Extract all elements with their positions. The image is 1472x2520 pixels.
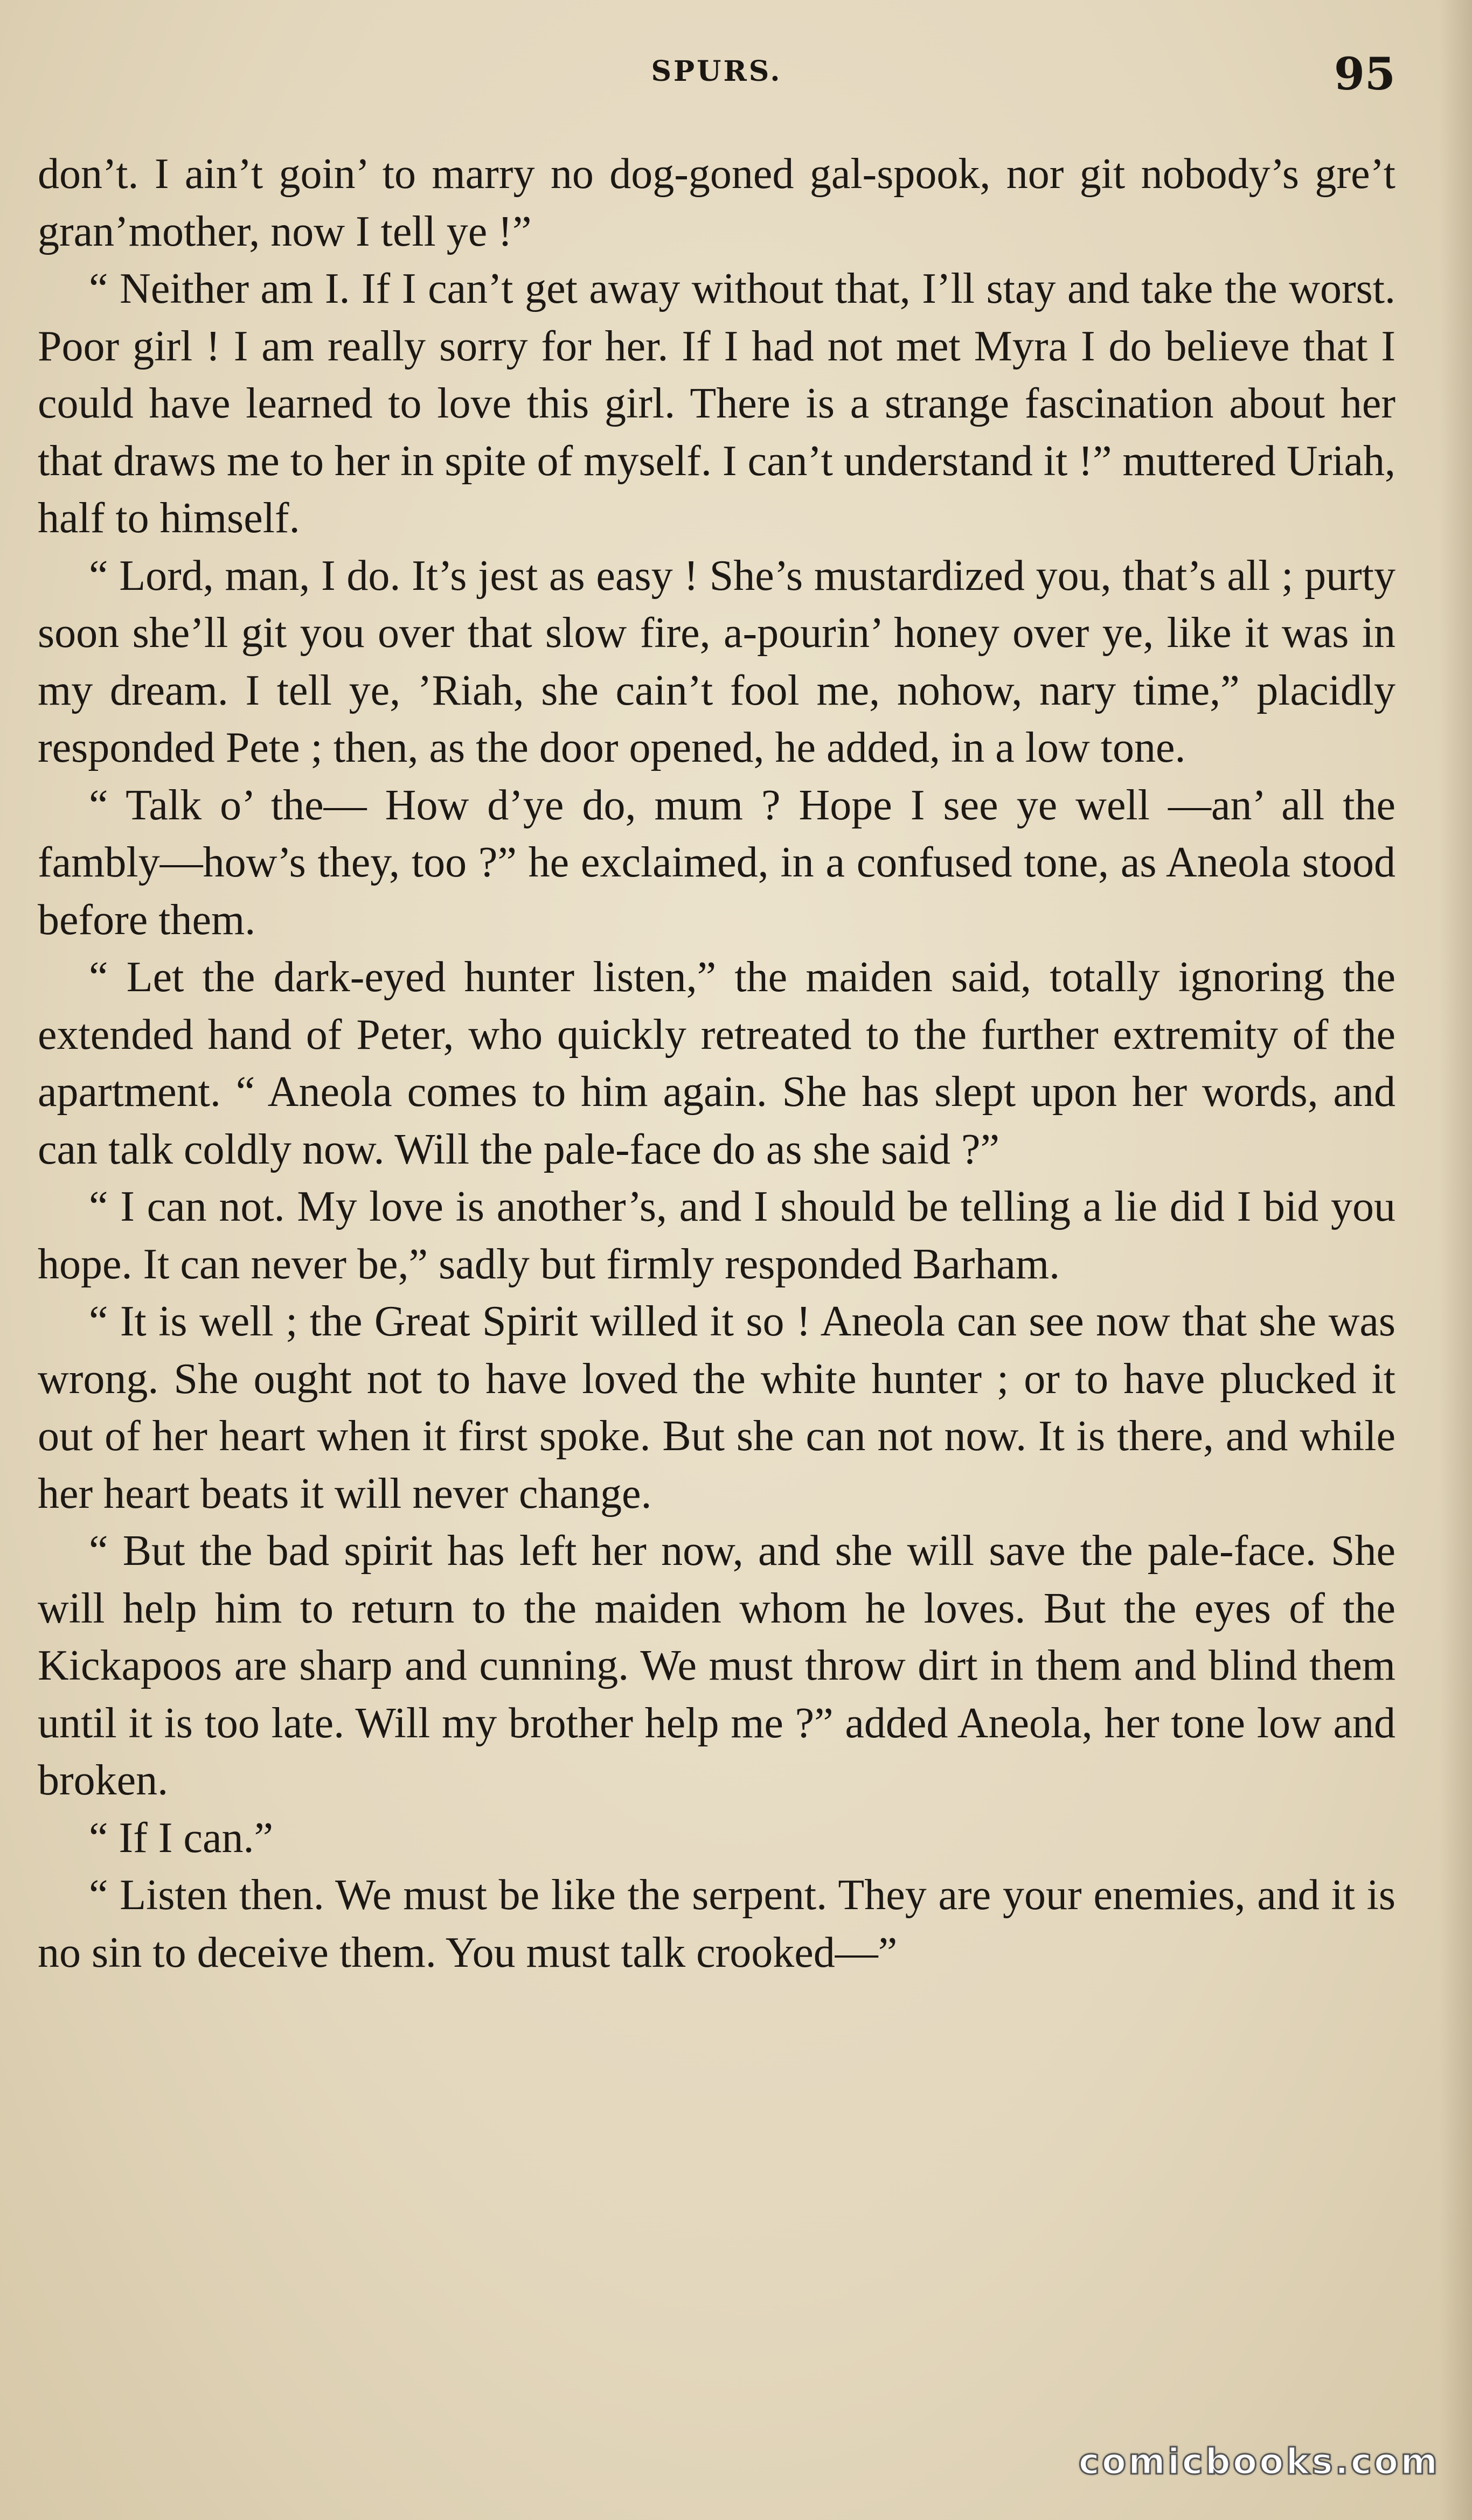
paragraph: “ Let the dark-eyed hunter listen,” the maiden said, totally ignoring the extended hand of Peter, who quickly retreated to the further extremity of the apartment. “ Aneola comes to him again. She has slept upon her words, and can talk coldly now. Will the pale-face do as she said ?” [38,953,1395,1173]
paragraph: “ It is well ; the Great Spirit willed it so ! Aneola can see now that she was wrong. She ought not to have loved the white hunter ; or to have plucked it out of her heart when it first spoke. But she can not now. It is there, and while her heart beats it will never change. [38,1298,1395,1517]
body-text [38,145,1395,1981]
paragraph: “ Listen then. We must be like the serpent. They are your enemies, and it is no sin to deceive them. You must talk crooked—” [38,1871,1395,1976]
running-title: SPURS. [651,55,782,88]
paragraph: “ Lord, man, I do. It’s jest as easy ! She’s mustardized you, that’s all ; purty soon she’ll git you over that slow fire, a-pourin’ honey over ye, like it was in my dream. I tell ye, ’Riah, she cain’t fool me, nohow, nary time,” placidly responded Pete ; then, as the door opened, he added, in a low tone. [38,552,1395,771]
page-edge-shadow [1440,0,1472,2520]
running-head [38,48,1395,108]
watermark: comicbooks.com [1078,2441,1440,2482]
paragraph: “ But the bad spirit has left her now, and she will save the pale-face. She will help him to return to the maiden whom he loves. But the eyes of the Kickapoos are sharp and cunning. We must throw dirt in them and blind them until it is too late. Will my brother help me ?” added Aneola, her tone low and broken. [38,1527,1395,1804]
paragraph: “ If I can.” [89,1814,273,1862]
paragraph: “ Neither am I. If I can’t get away without that, I’ll stay and take the worst. Poor girl ! I am really sorry for her. If I had not met Myra I do believe that I could have learned to love this girl. There is a strange fascination about her that draws me to her in spite of myself. I can’t understand it !” muttered Uriah, half to himself. [38,265,1395,542]
paragraph: “ I can not. My love is another’s, and I should be telling a lie did I bid you hope. It can never be,” sadly but firmly responded Barham. [38,1183,1395,1288]
paragraph: don’t. I ain’t goin’ to marry no dog-goned gal-spook, nor git nobody’s gre’t gran’mother, now I tell ye !” [38,150,1395,255]
paragraph: “ Talk o’ the— How d’ye do, mum ? Hope I see ye well —an’ all the fambly—how’s they, too ?” he exclaimed, in a confused tone, as Aneola stood before them. [38,781,1395,944]
page-number: 95 [1334,48,1395,100]
